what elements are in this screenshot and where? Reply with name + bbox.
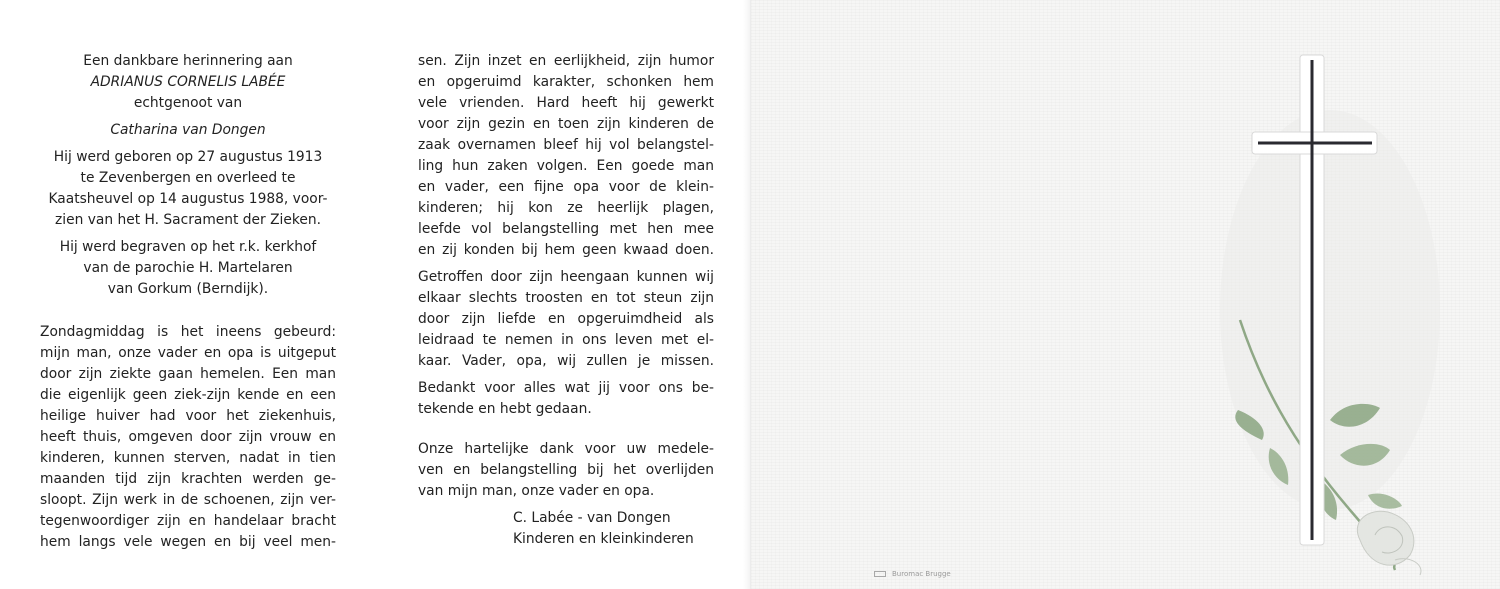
spouse-name: Catharina van Dongen bbox=[110, 122, 266, 138]
story-cont-line: en zij konden bij hem geen kwaad doen. bbox=[418, 242, 714, 258]
printer-mark bbox=[874, 570, 951, 578]
story-cont-line: en opgeruimd karakter, schonken hem bbox=[418, 74, 714, 90]
thanks-line: tekende en hebt gedaan. bbox=[418, 401, 592, 417]
left-text-column bbox=[40, 51, 336, 553]
cross-with-rose-image bbox=[1220, 40, 1450, 580]
printer-logo-icon bbox=[874, 571, 886, 577]
burial-line: van Gorkum (Berndijk). bbox=[107, 281, 269, 297]
signature-family: Kinderen en kleinkinderen bbox=[513, 531, 694, 547]
comfort-line: kaar. Vader, opa, wij zullen je missen. bbox=[418, 353, 714, 369]
story-cont-line: leefde vol belangstelling met hen mee bbox=[418, 221, 714, 237]
story-cont-line: en vader, een fijne opa voor de klein- bbox=[418, 179, 714, 195]
intro-line: echtgenoot van bbox=[133, 95, 243, 111]
printer-name: Buromac Brugge bbox=[892, 570, 951, 578]
story-line: die eigenlijk geen ziek-zijn kende en een bbox=[40, 387, 336, 403]
story-cont-line: zaak overnamen bleef hij vol belangstel- bbox=[418, 137, 714, 153]
story-line: maanden tijd zijn krachten werden ge- bbox=[40, 471, 336, 487]
burial-line: Hij werd begraven op het r.k. kerkhof bbox=[59, 239, 317, 255]
comfort-line: leidraad te nemen in ons leven met el- bbox=[418, 332, 714, 348]
story-line: mijn man, onze vader en opa is uitgeput bbox=[40, 345, 336, 361]
story-cont-line: vele vrienden. Hard heeft hij gewerkt bbox=[418, 95, 714, 111]
rose bbox=[1357, 511, 1421, 575]
birth-line: zien van het H. Sacrament der Zieken. bbox=[55, 212, 321, 228]
thanks-line: Bedankt voor alles wat jij voor ons be- bbox=[418, 380, 714, 396]
comfort-line: door zijn liefde en opgeruimdheid als bbox=[418, 311, 714, 327]
birth-line: Hij werd geboren op 27 augustus 1913 bbox=[53, 149, 323, 165]
story-cont-line: voor zijn gezin en toen zijn kinderen de bbox=[418, 116, 714, 132]
comfort-line: elkaar slechts troosten en tot steun zijn bbox=[418, 290, 714, 306]
story-cont-line: kinderen; hij kon ze heerlijk plagen, bbox=[418, 200, 714, 216]
burial-line: van de parochie H. Martelaren bbox=[83, 260, 293, 276]
birth-line: te Zevenbergen en overleed te bbox=[80, 170, 296, 186]
comfort-line: Getroffen door zijn heengaan kunnen wij bbox=[418, 269, 714, 285]
story-line: heeft thuis, omgeven door zijn vrouw en bbox=[40, 429, 336, 445]
story-cont-line: ling hun zaken volgen. Een goede man bbox=[418, 158, 714, 174]
public-thanks-line: van mijn man, onze vader en opa. bbox=[418, 483, 655, 499]
story-line: hem langs vele wegen en bij veel men- bbox=[40, 534, 336, 550]
story-line: door zijn ziekte gaan hemelen. Een man bbox=[40, 366, 336, 382]
story-line: kinderen, kunnen sterven, nadat in tien bbox=[40, 450, 336, 466]
intro-line: Een dankbare herinnering aan bbox=[83, 53, 293, 69]
story-cont-line: sen. Zijn inzet en eerlijkheid, zijn humor bbox=[418, 53, 714, 69]
story-line: tegenwoordiger zijn en handelaar bracht bbox=[40, 513, 336, 529]
story-line: sloopt. Zijn werk in de schoenen, zijn ver- bbox=[40, 492, 336, 508]
signature-name: C. Labée - van Dongen bbox=[513, 510, 671, 526]
story-line: Zondagmiddag is het ineens gebeurd: bbox=[40, 324, 336, 340]
right-text-column bbox=[418, 51, 714, 550]
birth-line: Kaatsheuvel op 14 augustus 1988, voor- bbox=[48, 191, 328, 207]
deceased-name: ADRIANUS CORNELIS LABÉE bbox=[90, 74, 286, 90]
public-thanks-line: Onze hartelijke dank voor uw medele- bbox=[418, 441, 714, 457]
public-thanks-line: ven en belangstelling bij het overlijden bbox=[418, 462, 714, 478]
story-line: heilige huiver had voor het ziekenhuis, bbox=[40, 408, 336, 424]
